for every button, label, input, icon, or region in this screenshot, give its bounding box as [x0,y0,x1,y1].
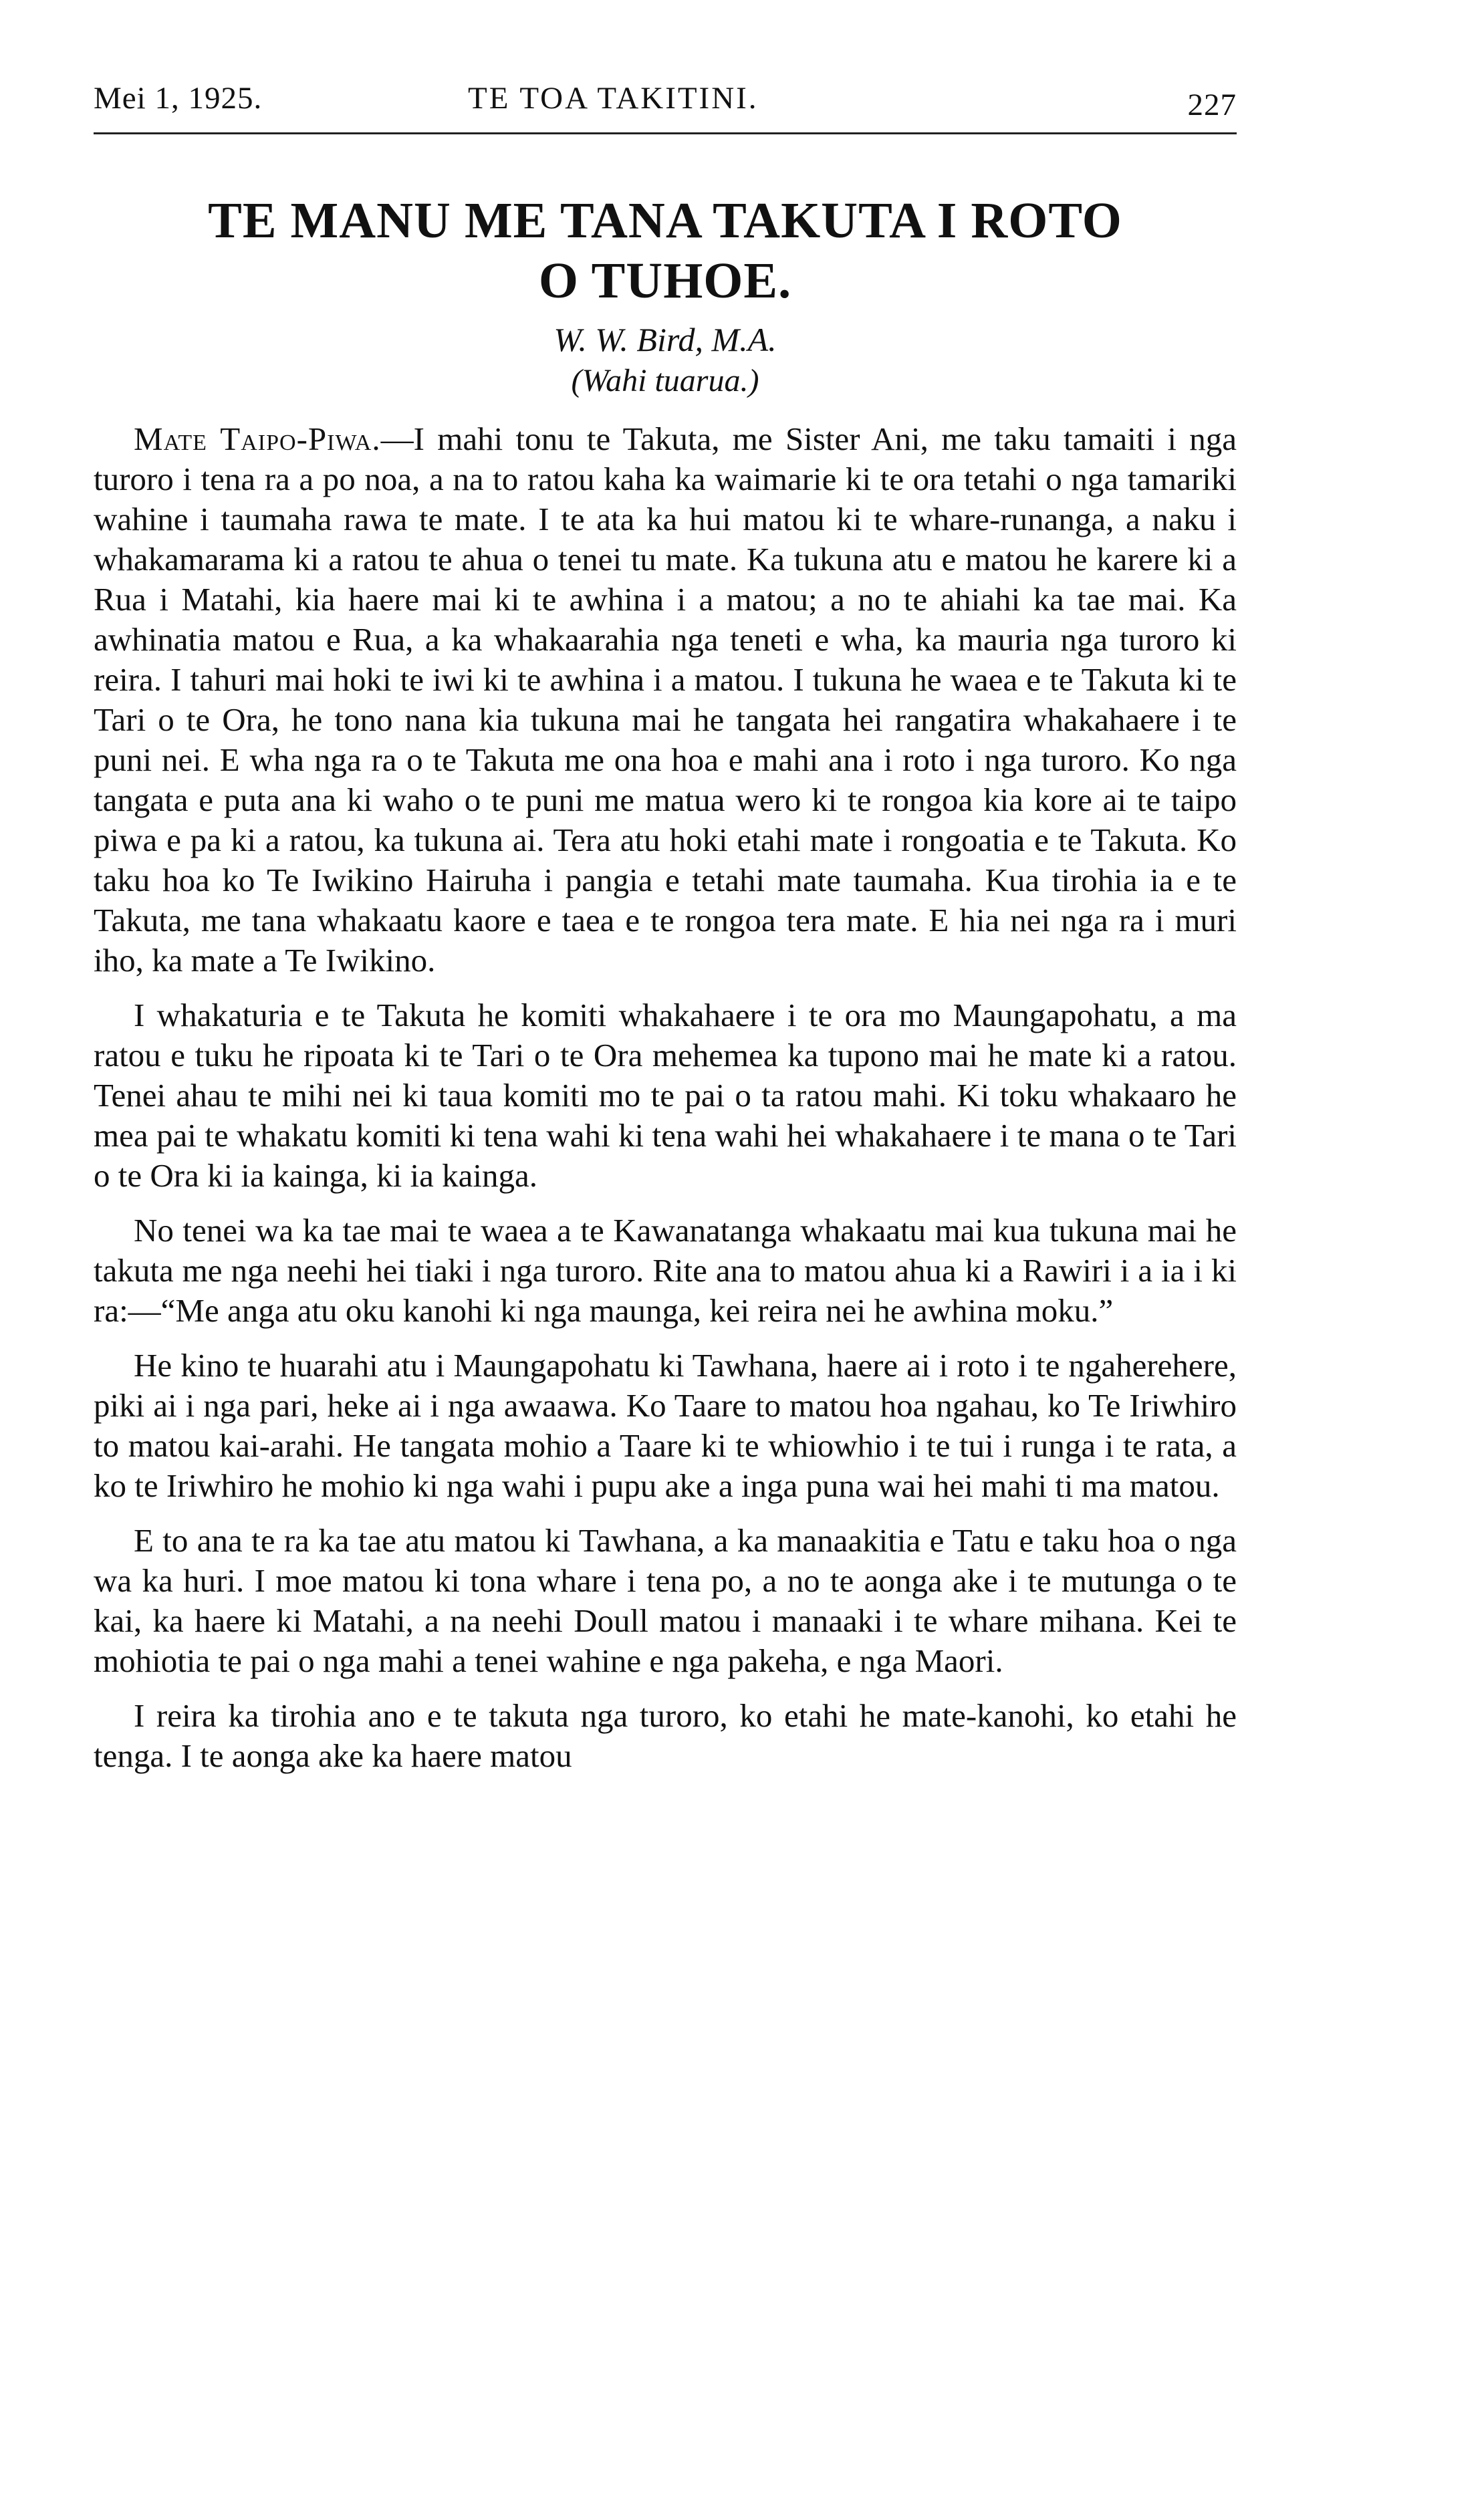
paragraph: I reira ka tirohia ano e te takuta nga turoro, ko etahi he mate-kanohi, ko etahi he tenga. I te aonga ake ka haere matou [94,1697,1237,1774]
paragraph: He kino te huarahi atu i Maungapohatu ki Tawhana, haere ai i roto i te ngaherehere, piki ai i nga pari, heke ai i nga awaawa. Ko Taare to matou hoa ngahau, ko Te Iriwhiro to matou kai-arahi. He tangata mohio a Taare ki te whiowhio i te tui i runga i te rata, a ko te Iriwhiro he mohio ki nga wahi i pupu ake a inga puna wai hei mahi ti ma matou. [94,1347,1237,1504]
paragraph [94,419,1237,981]
paragraph: No tenei wa ka tae mai te waea a te Kawanatanga whakaatu mai kua tukuna mai he takuta me nga neehi hei tiaki i nga turoro. Rite ana to matou ahua ki a Rawiri i a ia i ki ra:—“Me anga atu oku kanohi ki nga maunga, kei reira nei he awhina moku.” [94,1212,1237,1329]
journal-title: TE TOA TAKITINI. [468,81,759,116]
article-installment: (Wahi tuarua.) [571,363,759,398]
article-title-line-2: O TUHOE. [538,253,792,309]
section-lead-in: Mate Taipo-Piwa. [134,420,381,457]
page-number: 227 [1187,88,1237,122]
article-body [94,419,1237,1776]
article-author: W. W. Bird, M.A. [553,321,777,358]
paragraph-text: —I mahi tonu te Takuta, me Sister Ani, me taku tamaiti i nga turoro i tena ra a po noa, a na to ratou kaha ka waimarie ki te ora tetahi o nga tamariki wahine i taumaha rawa te mate. I te ata ka hui matou ki te whare-runanga, a naku i whakamarama ki a ratou te ahua o tenei tu mate. Ka tukuna atu e matou he karere ki a Rua i Matahi, kia haere mai ki te awhina i a matou; a no te ahiahi ka tae mai. Ka awhinatia matou e Rua, a ka whakaarahia nga teneti e wha, ka mauria nga turoro ki reira. I tahuri mai hoki te iwi ki te awhina i a matou. I tukuna he waea e te Takuta ki te Tari o te Ora, he tono nana kia tukuna mai he tangata hei rangatira whakahaere i te puni nei. E wha nga ra o te Takuta me ona hoa e mahi ana i roto i nga turoro. Ko nga tangata e puta ana ki waho o te puni me matua wero ki te rongoa kia kore ai te taipo piwa e pa ki a ratou, ka tukuna ai. Tera atu hoki etahi mate i rongoatia e te Takuta. Ko taku hoa ko Te Iwikino Hairuha i pangia e tetahi mate taumaha. Kua tirohia ia e te Takuta, me tana whakaatu kaore e taea e te rongoa tera mate. E hia nei nga ra i muri iho, ka mate a Te Iwikino. [94,420,1237,979]
article-title-line-1: TE MANU ME TANA TAKUTA I ROTO [208,193,1122,249]
paragraph: E to ana te ra ka tae atu matou ki Tawhana, a ka manaakitia e Tatu e taku hoa o nga wa ka huri. I moe matou ki tona whare i tena po, a no te aonga ake i te mutunga o te kai, ka haere ki Matahi, a na neehi Doull matou i manaaki i te whare mihana. Kei te mohiotia te pai o nga mahi a tenei wahine e nga pakeha, e nga Maori. [94,1522,1237,1679]
paragraph: I whakaturia e te Takuta he komiti whakahaere i te ora mo Maungapohatu, a ma ratou e tuku he ripoata ki te Tari o te Ora mehemea ka tupono mai he mate ki a ratou. Tenei ahau te mihi nei ki taua komiti mo te pai o ta ratou mahi. Ki toku whakaaro he mea pai te whakatu komiti ki tena wahi ki tena wahi hei whakahaere i te mana o te Tari o te Ora ki ia kainga, ki ia kainga. [94,997,1237,1194]
page [94,80,1237,1791]
header-rule [94,132,1237,134]
article-title [94,191,1237,311]
issue-date: Mei 1, 1925. [94,81,263,116]
running-head [94,80,1237,127]
